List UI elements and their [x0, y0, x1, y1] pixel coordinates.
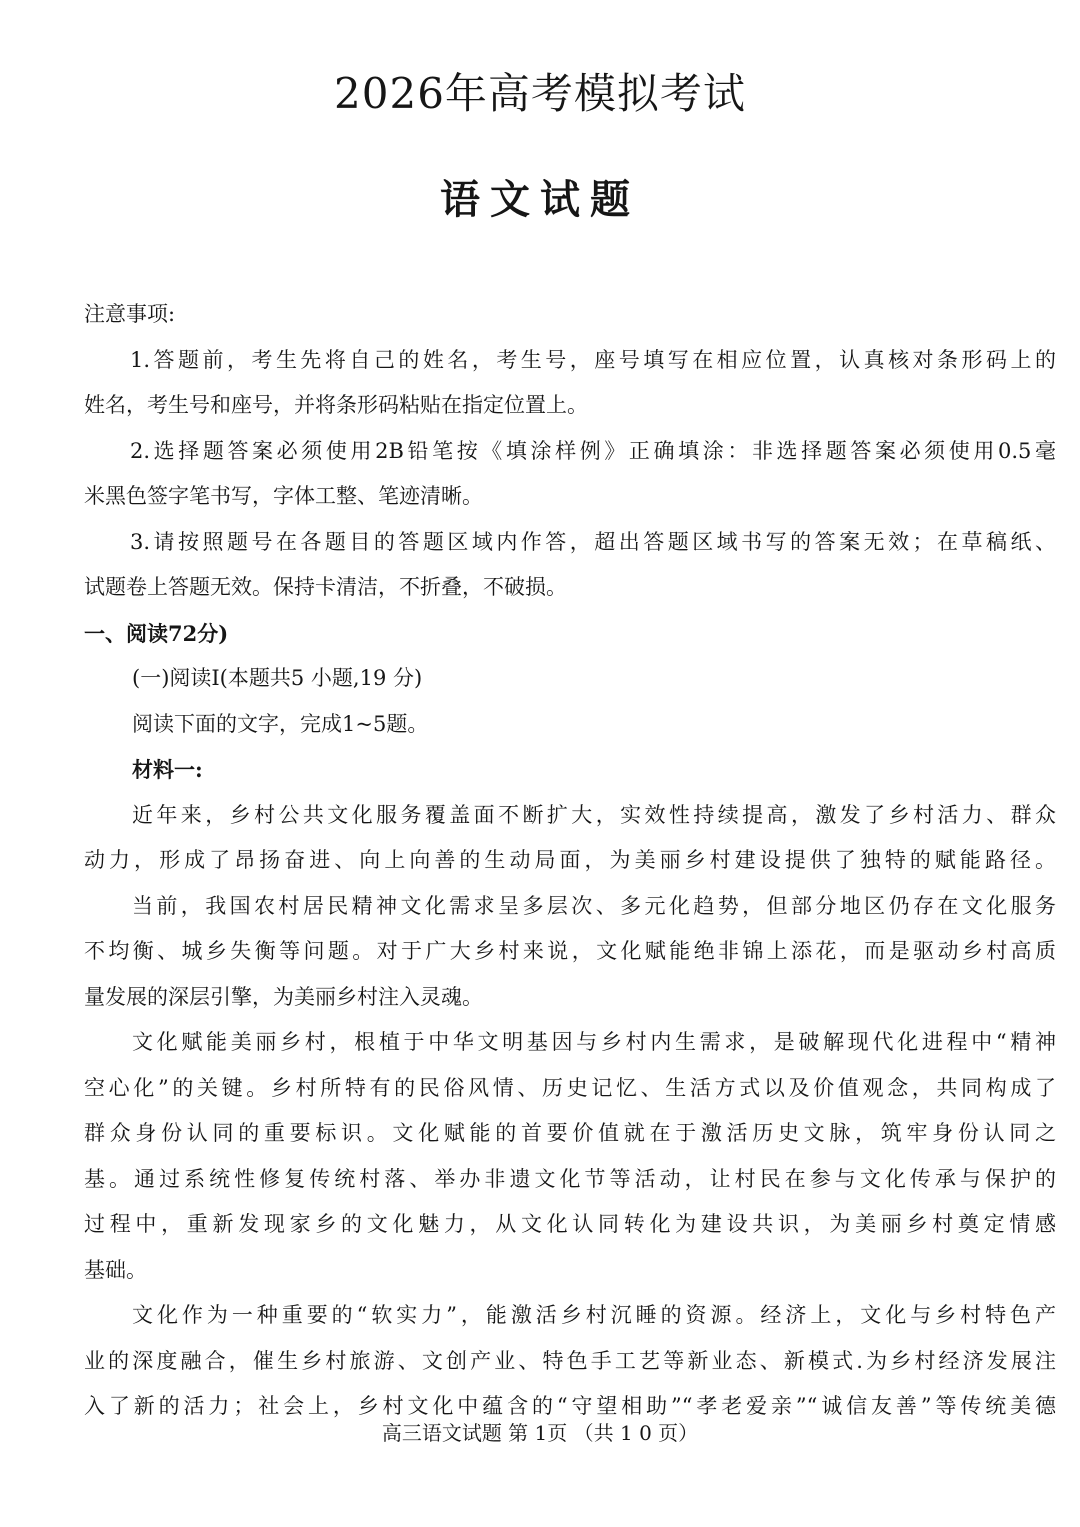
paragraph-1-line-2: 动力，形成了昂扬奋进、向上向善的生动局面，为美丽乡村建设提供了独特的赋能路径。: [84, 848, 1056, 872]
paragraph-2-line-3: 量发展的深层引擎，为美丽乡村注入灵魂。: [84, 984, 483, 1009]
paragraph-3-line-6: 基础。: [84, 1257, 147, 1282]
notice-item-1-line-2: 姓名，考生号和座号，并将条形码粘贴在指定位置上。: [84, 393, 588, 417]
paragraph-2-line-2: 不均衡、城乡失衡等问题。对于广大乡村来说，文化赋能绝非锦上添花，而是驱动乡村高质: [84, 939, 1056, 963]
paragraph-3-line-1: 文化赋能美丽乡村，根植于中华文明基因与乡村内生需求，是破解现代化进程中“精神: [132, 1030, 1056, 1054]
notice-heading: 注意事项:: [84, 302, 176, 326]
subject-title: 语文试题: [440, 176, 640, 223]
section-heading: 一、阅读72分): [84, 620, 229, 646]
paragraph-3-line-5: 过程中，重新发现家乡的文化魅力，从文化认同转化为建设共识，为美丽乡村奠定情感: [84, 1212, 1056, 1236]
reading-instruction: 阅读下面的文字，完成1~5题。: [132, 711, 429, 736]
notice-item-3-line-2: 试题卷上答题无效。保持卡清洁，不折叠，不破损。: [84, 575, 567, 599]
material-label: 材料一:: [132, 757, 203, 782]
notice-item-3-line-1: 3.请按照题号在各题目的答题区域内作答，超出答题区域书写的答案无效；在草稿纸、: [130, 529, 1056, 554]
paragraph-3-line-2: 空心化”的关键。乡村所特有的民俗风情、历史记忆、生活方式以及价值观念，共同构成了: [84, 1075, 1056, 1100]
page-content: [84, 292, 1056, 1430]
paragraph-3-line-4: 基。通过系统性修复传统村落、举办非遗文化节等活动，让村民在参与文化传承与保护的: [84, 1166, 1056, 1191]
page-footer: 高三语文试题 第 1页 （共 1 0 页）: [381, 1421, 699, 1445]
notice-item-1-line-1: 1.答题前，考生先将自己的姓名，考生号，座号填写在相应位置，认真核对条形码上的: [130, 347, 1056, 372]
notice-item-2-line-2: 米黑色签字笔书写，字体工整、笔迹清晰。: [84, 484, 483, 508]
paragraph-4-line-3: 入了新的活力；社会上，乡村文化中蕴含的“守望相助”“孝老爱亲”“诚信友善”等传统美德: [84, 1394, 1056, 1418]
paragraph-3-line-3: 群众身份认同的重要标识。文化赋能的首要价值就在于激活历史文脉，筑牢身份认同之: [84, 1121, 1056, 1145]
paragraph-4-line-1: 文化作为一种重要的“软实力”，能激活乡村沉睡的资源。经济上，文化与乡村特色产: [132, 1303, 1056, 1327]
notice-item-2-line-1: 2.选择题答案必须使用2B铅笔按《填涂样例》正确填涂：非选择题答案必须使用0.5毫: [130, 438, 1056, 463]
exam-title: 2026年高考模拟考试: [334, 69, 746, 118]
paragraph-2-line-1: 当前，我国农村居民精神文化需求呈多层次、多元化趋势，但部分地区仍存在文化服务: [132, 893, 1056, 918]
paragraph-1-line-1: 近年来，乡村公共文化服务覆盖面不断扩大，实效性持续提高，激发了乡村活力、群众: [132, 802, 1056, 827]
sub-section-heading: (一)阅读Ⅰ(本题共5 小题,19 分): [132, 666, 423, 690]
paragraph-4-line-2: 业的深度融合，催生乡村旅游、文创产业、特色手工艺等新业态、新模式.为乡村经济发展注: [84, 1348, 1056, 1373]
